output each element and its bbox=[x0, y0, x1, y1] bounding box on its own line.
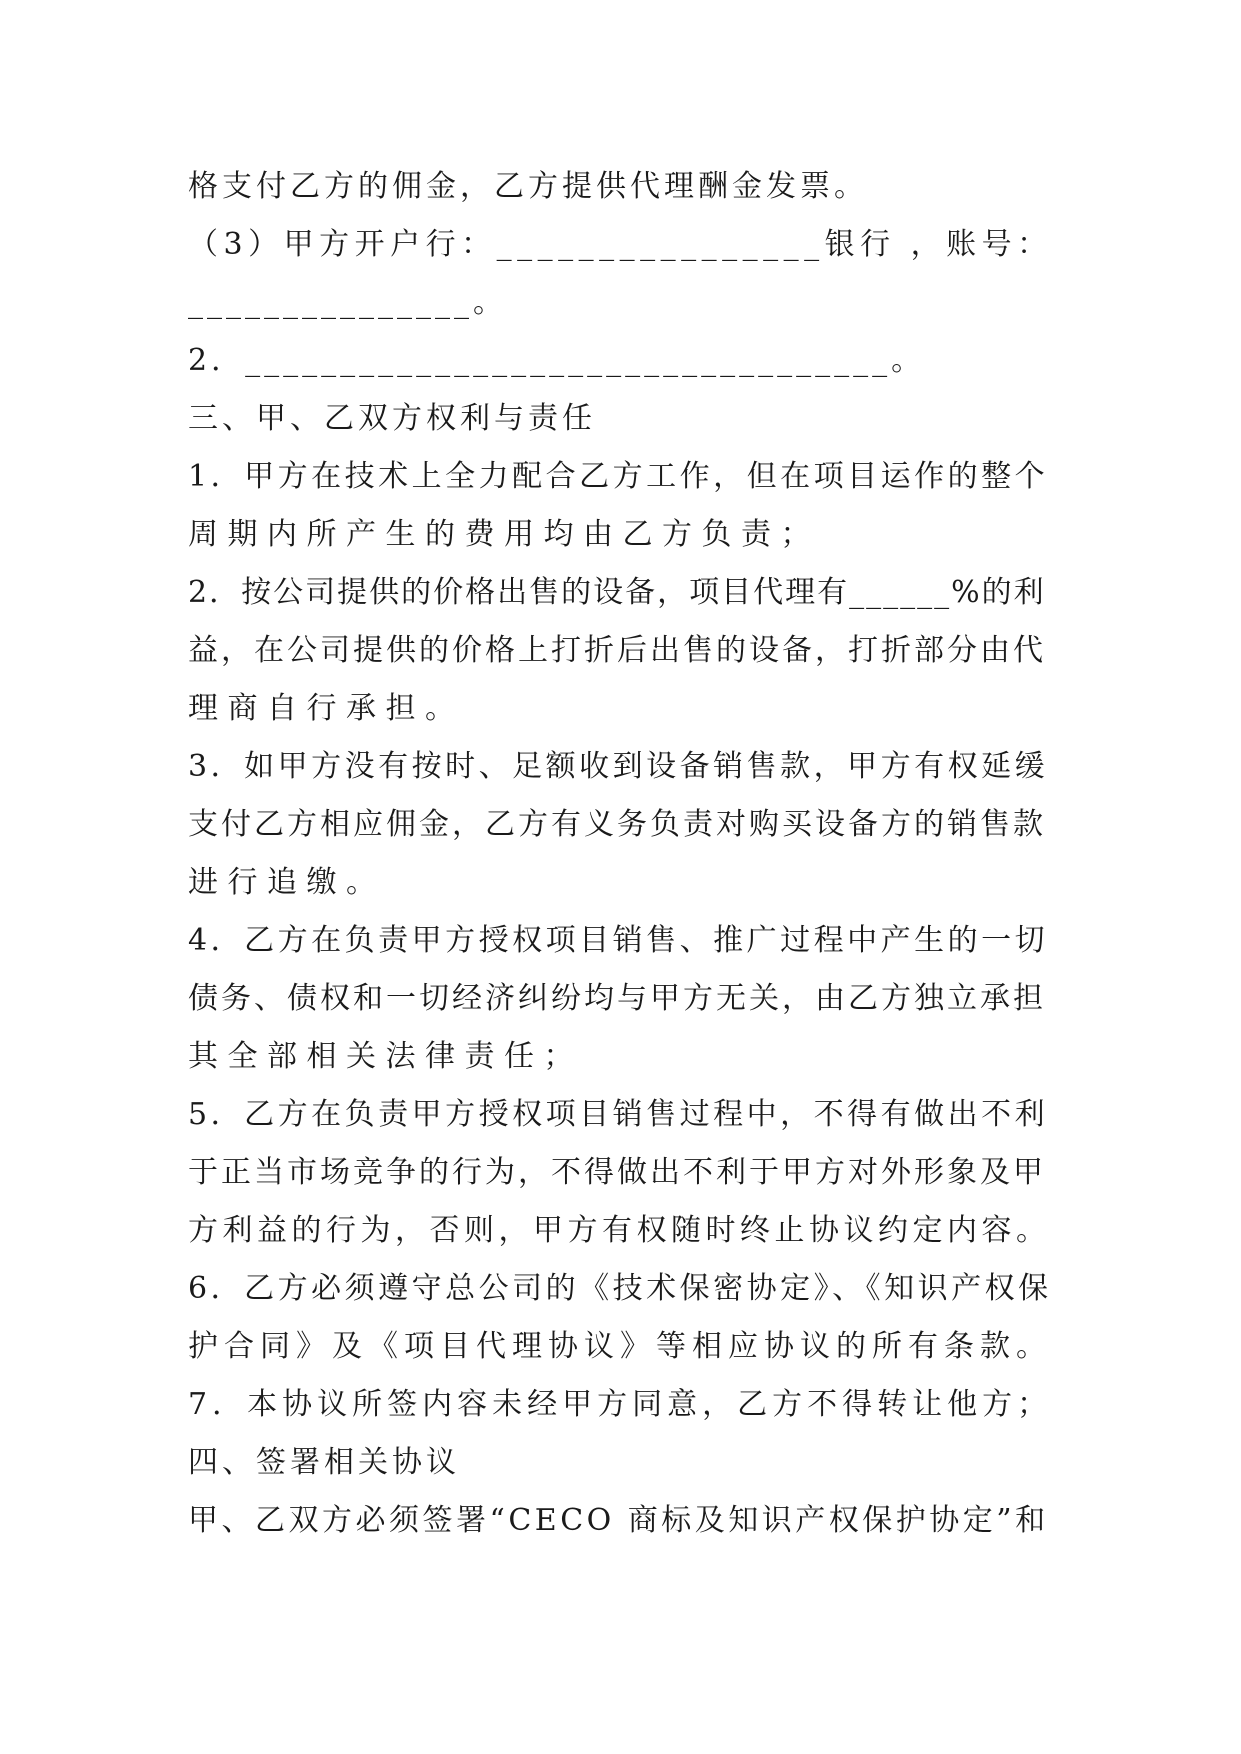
text-line: 1．甲方在技术上全力配合乙方工作，但在项目运作的整个 bbox=[188, 459, 1049, 494]
text-line: 5．乙方在负责甲方授权项目销售过程中，不得有做出不利 bbox=[188, 1097, 1049, 1132]
text-line-blank: 2．__________________________________。 bbox=[188, 343, 926, 378]
section-heading: 三、甲、乙双方权利与责任 bbox=[188, 401, 596, 436]
text-line: 7．本协议所签内容未经甲方同意，乙方不得转让他方； bbox=[188, 1387, 1053, 1422]
text-line: 4．乙方在负责甲方授权项目销售、推广过程中产生的一切 bbox=[188, 923, 1049, 958]
text-line: 3．如甲方没有按时、足额收到设备销售款，甲方有权延缓 bbox=[188, 749, 1049, 784]
text-line: 于正当市场竞争的行为，不得做出不利于甲方对外形象及甲 bbox=[188, 1155, 1046, 1190]
document-body bbox=[188, 158, 1058, 1550]
text-line: 周期内所产生的费用均由乙方负责； bbox=[188, 517, 820, 552]
text-line: 进行追缴。 bbox=[188, 865, 386, 900]
text-line: 2．按公司提供的价格出售的设备，项目代理有______%的利 bbox=[188, 575, 1046, 610]
text-line: 益，在公司提供的价格上打折后出售的设备，打折部分由代 bbox=[188, 633, 1046, 668]
text-line-blank: _______________。 bbox=[188, 285, 507, 320]
text-line: 债务、债权和一切经济纠纷均与甲方无关，由乙方独立承担 bbox=[188, 981, 1046, 1016]
text-line: 6．乙方必须遵守总公司的《技术保密协定》、《知识产权保 bbox=[188, 1271, 1052, 1306]
text-line: 甲、乙双方必须签署“CECO 商标及知识产权保护协定”和 bbox=[188, 1503, 1049, 1538]
text-line: 护合同》及《项目代理协议》等相应协议的所有条款。 bbox=[188, 1329, 1052, 1364]
text-line: 格支付乙方的佣金，乙方提供代理酬金发票。 bbox=[188, 169, 868, 204]
text-line: 支付乙方相应佣金，乙方有义务负责对购买设备方的销售款 bbox=[188, 807, 1046, 842]
section-heading: 四、签署相关协议 bbox=[188, 1445, 460, 1480]
text-line-bank-account: （3）甲方开户行：________________银行 ，账号： bbox=[188, 227, 1053, 262]
text-line: 理商自行承担。 bbox=[188, 691, 465, 726]
text-line: 其全部相关法律责任； bbox=[188, 1039, 583, 1074]
text-line: 方利益的行为，否则，甲方有权随时终止协议约定内容。 bbox=[188, 1213, 1051, 1248]
